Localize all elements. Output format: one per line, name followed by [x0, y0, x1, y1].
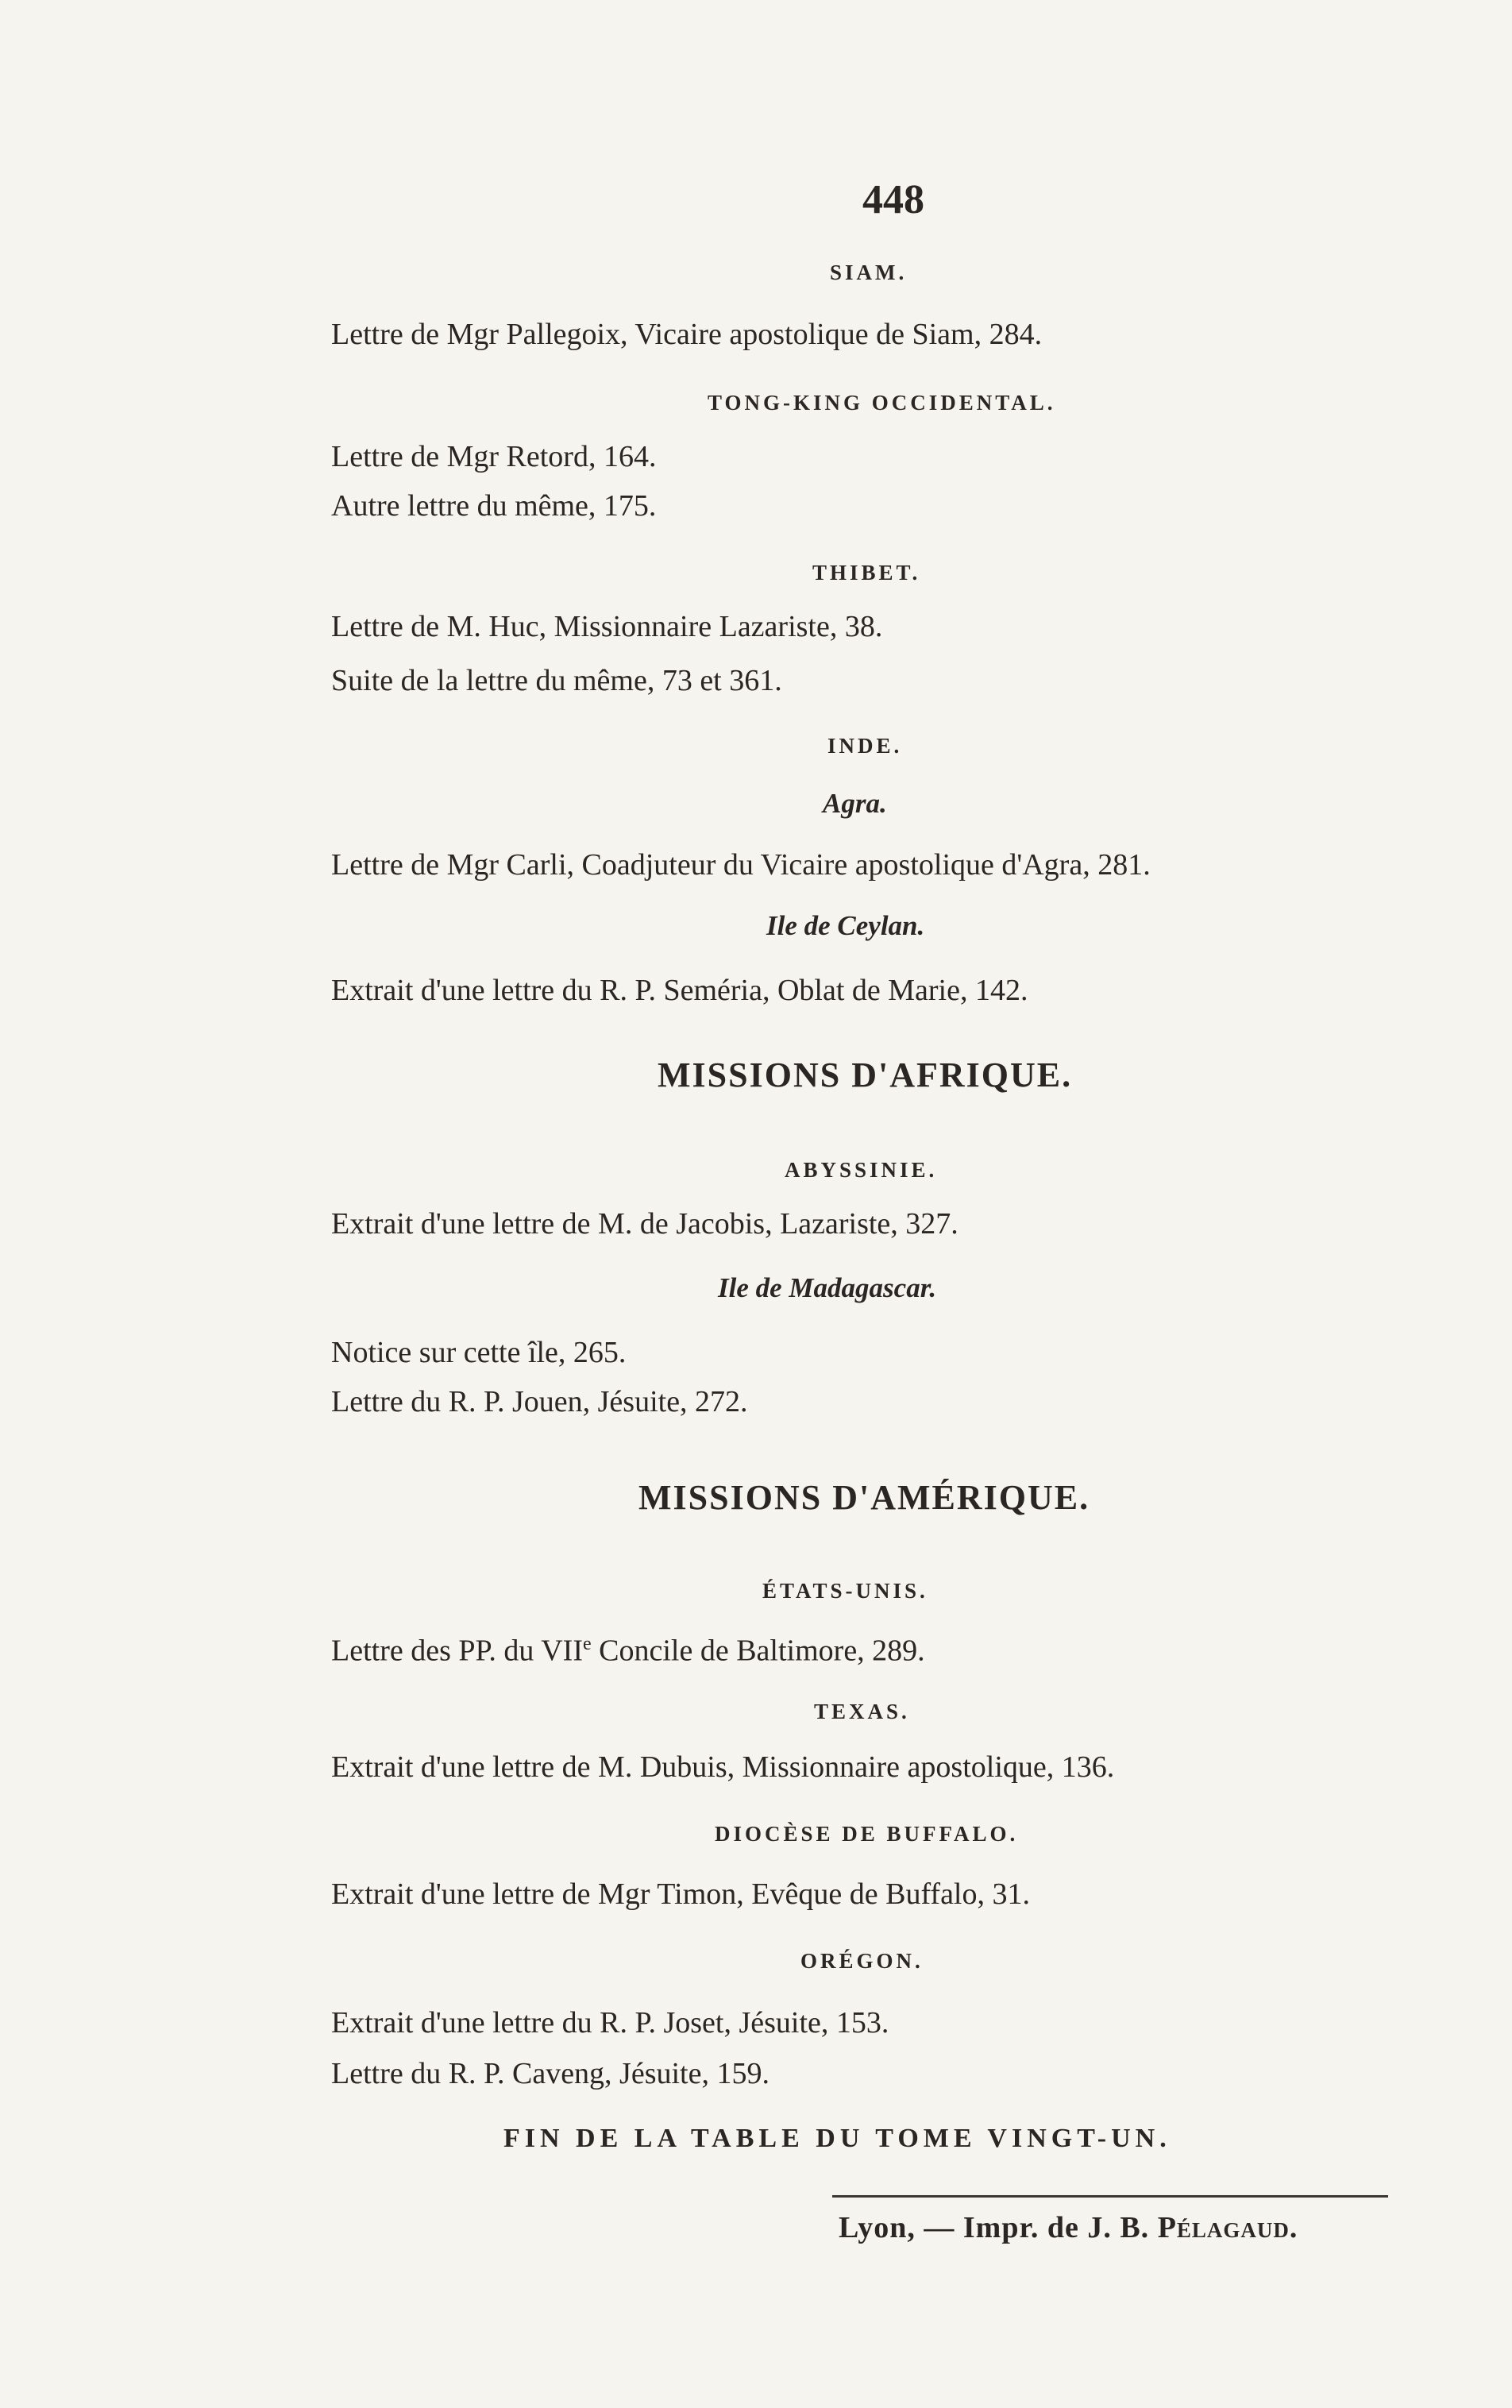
- heading-tong-king: TONG-KING OCCIDENTAL.: [708, 391, 1056, 415]
- entry-madagascar-1: Notice sur cette île, 265.: [331, 1336, 627, 1369]
- entry-oregon-1: Extrait d'une lettre du R. P. Joset, Jésuite, 153.: [331, 2006, 889, 2039]
- entry-siam-1: Lettre de Mgr Pallegoix, Vicaire apostolique de Siam, 284.: [331, 318, 1043, 351]
- entry-thibet-1: Lettre de M. Huc, Missionnaire Lazariste, 38.: [331, 610, 883, 643]
- entry-thibet-2: Suite de la lettre du même, 73 et 361.: [331, 664, 782, 697]
- entry-etats-unis-suffix: Concile de Baltimore, 289.: [591, 1634, 925, 1668]
- heading-texas: TEXAS.: [814, 1700, 910, 1723]
- imprint-printer: Pélagaud.: [1157, 2211, 1298, 2244]
- entry-madagascar-2: Lettre du R. P. Jouen, Jésuite, 272.: [331, 1385, 748, 1418]
- heading-etats-unis: ÉTATS-UNIS.: [762, 1579, 928, 1603]
- heading-ceylan: Ile de Ceylan.: [766, 910, 925, 941]
- entry-texas-1: Extrait d'une lettre de M. Dubuis, Missionnaire apostolique, 136.: [331, 1750, 1115, 1784]
- page-number: 448: [862, 177, 924, 222]
- printer-imprint: [839, 2213, 1298, 2243]
- heading-abyssinie: ABYSSINIE.: [785, 1158, 938, 1182]
- heading-oregon: ORÉGON.: [800, 1949, 924, 1973]
- entry-etats-unis-1: [331, 1634, 925, 1666]
- heading-thibet: THIBET.: [812, 561, 921, 585]
- heading-agra: Agra.: [823, 788, 887, 819]
- heading-inde: INDE.: [827, 734, 903, 758]
- imprint-rule: [832, 2195, 1388, 2198]
- entry-etats-unis-prefix: Lettre des PP. du VII: [331, 1634, 583, 1668]
- entry-tong-king-1: Lettre de Mgr Retord, 164.: [331, 440, 657, 473]
- heading-siam: SIAM.: [830, 260, 908, 284]
- entry-tong-king-2: Autre lettre du même, 175.: [331, 489, 657, 523]
- heading-madagascar: Ile de Madagascar.: [718, 1272, 937, 1303]
- entry-oregon-2: Lettre du R. P. Caveng, Jésuite, 159.: [331, 2057, 770, 2090]
- entry-abyssinie-1: Extrait d'une lettre de M. de Jacobis, Lazariste, 327.: [331, 1207, 958, 1241]
- title-missions-afrique: MISSIONS D'AFRIQUE.: [658, 1055, 1073, 1094]
- title-missions-amerique: MISSIONS D'AMÉRIQUE.: [638, 1478, 1090, 1517]
- heading-buffalo: DIOCÈSE DE BUFFALO.: [715, 1822, 1019, 1846]
- end-of-table-line: FIN DE LA TABLE DU TOME VINGT-UN.: [503, 2124, 1171, 2153]
- imprint-prefix: Lyon, — Impr. de J. B.: [839, 2211, 1158, 2244]
- entry-etats-unis-superscript: e: [583, 1634, 592, 1654]
- entry-buffalo-1: Extrait d'une lettre de Mgr Timon, Evêque de Buffalo, 31.: [331, 1877, 1030, 1911]
- entry-ceylan-1: Extrait d'une lettre du R. P. Seméria, Oblat de Marie, 142.: [331, 974, 1028, 1007]
- entry-agra-1: Lettre de Mgr Carli, Coadjuteur du Vicaire apostolique d'Agra, 281.: [331, 848, 1151, 882]
